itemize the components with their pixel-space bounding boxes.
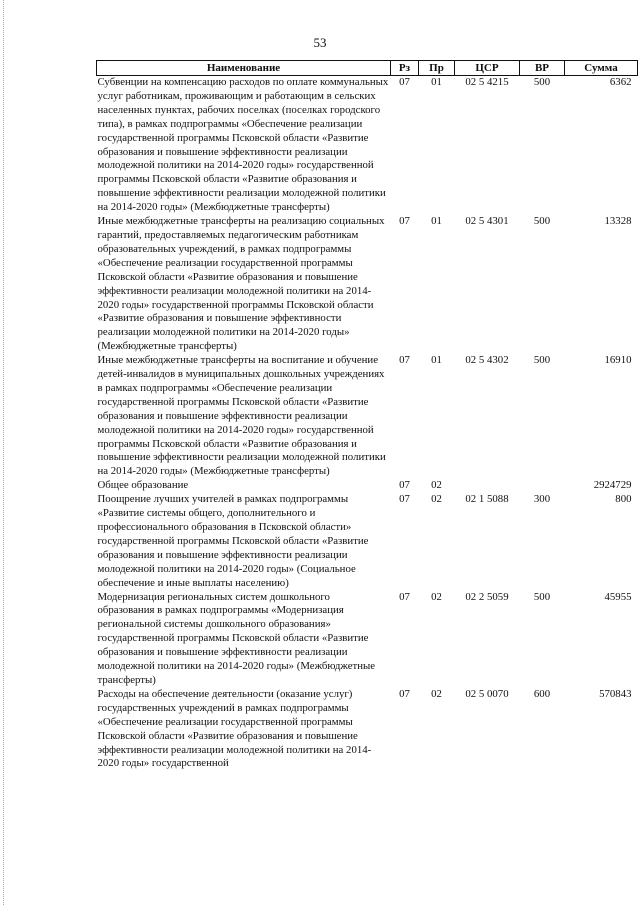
row-vr: 500 [533,215,551,228]
row-pr: 02 [431,479,442,492]
header-rz: Рз [391,61,419,76]
row-pr: 01 [431,354,442,367]
table-row [97,354,638,479]
row-rz: 07 [399,479,410,492]
header-vr: ВР [520,61,565,76]
table-row [97,215,638,354]
row-vr [520,479,565,493]
row-rz: 07 [399,215,410,228]
row-name: Модернизация региональных систем дошкольного образования в рамках подпрограммы «Модернизация региональной системы дошкольного образования» государственной программы Псковской области «Развитие образования и повышение эффективности реализации молодежной политики на 2014-2020 годы» (Межбюджетные трансферты) [97,590,376,686]
row-name: Иные межбюджетные трансферты на воспитание и обучение детей-инвалидов в муниципальных дошкольных учреждениях в рамках подпрограммы «Обеспечение реализации государственной программы Псковской области «Развитие образования и повышение эффективности реализации молодежной политики на 2014-2020 годы» государственной программы Псковской области «Развитие образования и повышение эффективности реализации молодежной политики на 2014-2020 годы» (Межбюджетные трансферты) [97,354,386,478]
row-csr: 02 5 4302 [465,354,509,367]
row-rz: 07 [399,493,410,506]
row-sum: 6362 [609,76,632,88]
row-vr: 500 [533,76,551,88]
header-sum: Сумма [565,61,638,76]
row-pr: 01 [431,215,442,228]
table-row [97,479,638,493]
row-vr: 300 [533,493,551,506]
header-name: Наименование [97,61,391,76]
row-csr: 02 1 5088 [465,493,509,506]
row-name: Иные межбюджетные трансферты на реализацию социальных гарантий, предоставляемых педагогическим работникам образовательных учреждений, в рамках подпрограммы «Обеспечение реализации государственной программы Псковской области «Развитие образования и повышение эффективности реализации молодежной политики на 2014-2020 годы» государственной программы Псковской области «Развитие образования и повышение эффективности реализации молодежной политики на 2014-2020 годы» (Межбюджетные трансферты) [97,215,385,353]
row-sum: 45955 [604,590,632,603]
table-row [97,76,638,216]
row-sum: 800 [615,493,632,506]
row-csr: 02 5 4215 [465,76,509,88]
header-csr: ЦСР [455,61,520,76]
header-pr: Пр [419,61,455,76]
row-pr: 02 [431,493,442,506]
row-sum: 16910 [604,354,632,367]
row-name: Поощрение лучших учителей в рамках подпрограммы «Развитие системы общего, дополнительного и профессионального образования в Псковской области» государственной программы Псковской области «Развитие образования и повышение эффективности реализации молодежной политики на 2014-2020 годы» (Социальное обеспечение и иные выплаты населению) [97,493,369,589]
row-name: Общее образование [97,479,189,492]
row-vr: 500 [533,590,551,603]
row-vr: 600 [533,687,551,700]
table-header-row [97,61,638,76]
row-sum: 2924729 [593,479,632,492]
row-pr: 01 [431,76,442,88]
table-row [97,493,638,590]
row-pr: 02 [431,687,442,700]
row-csr: 02 5 4301 [465,215,509,228]
table-row [97,591,638,688]
row-csr [455,479,520,493]
row-csr: 02 5 0070 [465,687,509,700]
scan-left-edge [3,0,5,905]
row-name: Расходы на обеспечение деятельности (оказание услуг) государственных учреждений в рамках подпрограммы «Обеспечение реализации государственной программы Псковской области «Развитие образования и повышение эффективности реализации молодежной политики на 2014-2020 годы» государственной [97,687,372,770]
row-name: Субвенции на компенсацию расходов по оплате коммунальных услуг работникам, проживающим и работающим в сельских населенных пунктах, рабочих поселках (поселках городского типа), в рамках подпрограммы «Обеспечение реализации государственной программы Псковской области «Развитие образования и повышение эффективности реализации молодежной политики на 2014-2020 годы» государственной программы Псковской области «Развитие образования и повышение эффективности реализации молодежной политики на 2014-2020 годы» (Межбюджетные трансферты) [97,76,389,214]
row-rz: 07 [399,354,410,367]
row-rz: 07 [399,687,410,700]
row-rz: 07 [399,590,410,603]
row-sum: 570843 [599,687,632,700]
table-row [97,688,638,771]
row-pr: 02 [431,590,442,603]
budget-table [96,60,638,771]
row-rz: 07 [399,76,410,88]
row-sum: 13328 [604,215,632,228]
row-vr: 500 [533,354,551,367]
page-number: 53 [313,35,327,50]
row-csr: 02 2 5059 [465,590,509,603]
